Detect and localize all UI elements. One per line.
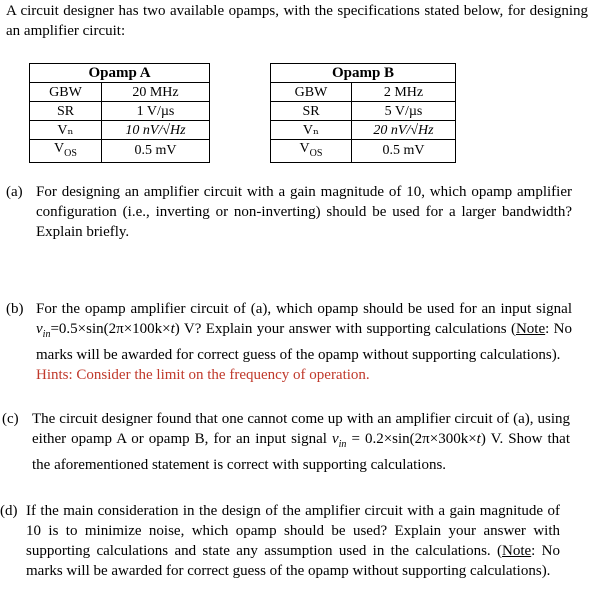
question-c-signal: v [331, 431, 339, 447]
opamp-b-param-vos: $V_{OS}$ [271, 140, 352, 163]
question-a [6, 182, 590, 244]
opamp-a-param-vn: Vₙ [30, 121, 102, 140]
question-c-label: (c) [2, 411, 19, 427]
question-c-text: The circuit designer found that one cannot come up with an amplifier circuit of (a), using either opamp A or opamp B, for an input signal $v_{in} = 0.2\times\sin(2\pi\times 300k\times t)$ V. Show that the aforementioned statement is correct with supporting calculations. [32, 411, 570, 473]
question-b-signal: v [36, 321, 43, 337]
opamp-b-value-vos: 0.5 mV [352, 140, 456, 163]
opamp-b-value-gbw: 2 MHz [352, 83, 456, 102]
question-b-hint: Hints: Consider the limit on the frequency of operation. [36, 367, 370, 383]
opamp-b-param-vn: Vₙ [271, 121, 352, 140]
question-b-text: For the opamp amplifier circuit of (a), which opamp should be used for an input signal $v_{in}=0.5\times\sin(2\pi\times 100k\times t)$ V? Explain your answer with supporting calculations (Note: No marks will be awarded for correct guess of the opamp without supporting calculations). Hints: Consider the limit on the frequency of operation. [36, 301, 572, 383]
opamp-b-table [270, 63, 456, 163]
question-b-note-label: Note [515, 321, 546, 337]
question-d-label: (d) [0, 503, 18, 519]
opamp-a-value-vn: 10 nV/√Hz [102, 121, 210, 140]
intro-text: A circuit designer has two available opamps, with the specifications stated below, for designing an amplifier circuit: [6, 3, 588, 39]
opamp-a-value-sr: 1 V/µs [102, 102, 210, 121]
question-d-note-label: Note [502, 543, 532, 559]
opamp-b-title: Opamp B [271, 64, 456, 83]
question-a-label: (a) [6, 184, 23, 200]
opamp-a-title: Opamp A [30, 64, 210, 83]
opamp-a-param-gbw: GBW [30, 83, 102, 102]
opamp-a-param-vos: $V_{OS}$ [30, 140, 102, 163]
opamp-a-table [29, 63, 210, 163]
question-d-text: If the main consideration in the design of the amplifier circuit with a gain magnitude of 10 is to minimize noise, which opamp should be used? Explain your answer with supporting calculations and state any assumption used in the calculations. (Note: No marks will be awarded for correct guess of the opamp without supporting calculations). [26, 503, 560, 579]
question-c [2, 409, 590, 471]
opamp-a-param-sr: SR [30, 102, 102, 121]
opamp-a-value-vos: 0.5 mV [102, 140, 210, 163]
question-a-text: For designing an amplifier circuit with a gain magnitude of 10, which opamp amplifier configuration (i.e., inverting or non-inverting) should be used for a larger bandwidth? Explain briefly. [36, 184, 572, 240]
opamp-a-value-gbw: 20 MHz [102, 83, 210, 102]
opamp-b-value-vn: 20 nV/√Hz [352, 121, 456, 140]
opamp-b-param-sr: SR [271, 102, 352, 121]
question-b [6, 299, 590, 399]
opamp-b-param-gbw: GBW [271, 83, 352, 102]
question-d [0, 501, 590, 605]
opamp-b-value-sr: 5 V/µs [352, 102, 456, 121]
question-b-label: (b) [6, 301, 24, 317]
